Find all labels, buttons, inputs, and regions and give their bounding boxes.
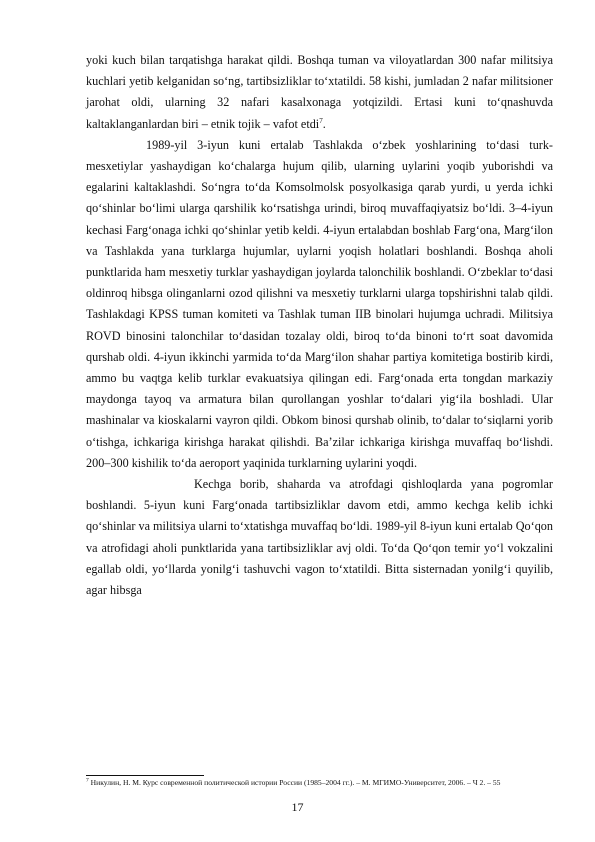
page-number: 17 [291, 800, 304, 814]
paragraph-1-period: . [322, 116, 326, 131]
paragraph-1-text: yoki kuch bilan tarqatishga harakat qildi. Boshqa tuman va viloyatlardan 300 nafar militsiya kuchlari yetib kelganidan so‘ng, tartibsizliklar to‘xtatildi. 58 kishi, jumladan 2 nafar militsioner jarohat oldi, ularning 32 nafari kasalxonaga yotqizildi. Ertasi kuni to‘qnashuvda kaltaklanganlardan biri – etnik tojik – vafot etdi [86, 53, 553, 131]
footnote-text: Никулин, Н. М. Курс современной политической истории России (1985–2004 гг.). – М. МГИМО-Университет, 2006. – Ч 2. – 55 [90, 778, 501, 787]
footnote-marker: 7 [86, 777, 89, 784]
paragraph-3: Kechga borib, shaharda va atrofdagi qishloqlarda yana pogromlar boshlandi. 5-iyun kuni Farg‘onada tartibsizliklar davom etdi, ammo kechga kelib ichki qo‘shinlar va militsiya ularni to‘xtatishga muvaffaq bo‘ldi. 1989-yil 8-iyun kuni ertalab Qo‘qon va atrofidagi aholi punktlarida yana tartibsizliklar avj oldi. To‘da Qo‘qon temir yo‘l vokzalini egallab oldi, yo‘llarda yonilg‘i tashuvchi vagon to‘xtatildi. Bitta sisternadan yonilg‘i quyilib, agar hibsga [86, 477, 553, 598]
paragraph-2: 1989-yil 3-iyun kuni ertalab Tashlakda o‘zbek yoshlarining to‘dasi turk-mesxetiylar yashaydigan ko‘chalarga hujum qilib, ularning uylarini yoqib yuborishdi va egalarini kaltaklashdi. So‘ngra to‘da Komsolmolsk posyolkasiga qarab yurdi, u yerda ichki qo‘shinlar bo‘limi ularga qarshilik ko‘rsatishga urindi, biroq muvaffaqiyatsiz bo‘ldi. 3–4-iyun kechasi Farg‘onaga ichki qo‘shinlar yetib keldi. 4-iyun ertalabdan boshlab Farg‘ona, Marg‘ilon va Tashlakda yana turklarga hujumlar, uylarni yoqish holatlari boshlandi. Boshqa aholi punktlarida ham mesxetiy turklar yashaydigan joylarda talonchilik boshlandi. O‘zbeklar to‘dasi oldinroq hibsga olinganlarni ozod qilishni va mesxetiy turklarni ularga topshirishni talab qildi. Tashlakdagi KPSS tuman komiteti va Tashlak tuman IIB binolari hujumga uchradi. Militsiya ROVD binosini talonchilar to‘dasidan tozalay oldi, biroq to‘da binoni to‘rt soat davomida qurshab oldi. 4-iyun ikkinchi yarmida to‘da Marg‘ilon shahar partiya komitetiga bostirib kirdi, ammo bu vaqtga kelib turklar evakuatsiya qilingan edi. Farg‘onada erta tongdan markaziy maydonga tayoq va armatura bilan qurollangan yoshlar to‘dalari yig‘ila boshladi. Ular mashinalar va kioskalarni vayron qildi. Obkom binosi qurshab olinib, to‘dalar to‘siqlarni yorib o‘tishga, ichkariga kirishga harakat qilishdi. Ba’zilar ichkariga kirishga muvaffaq bo‘lishdi. 200–300 kishilik to‘da aeroport yaqinida turklarning uylarini yoqdi. [86, 137, 553, 470]
footnote [86, 778, 553, 789]
paragraph-1 [86, 50, 553, 135]
footnote-divider [86, 775, 204, 776]
footnote-reference[interactable]: 7 [319, 116, 323, 125]
body-text [86, 50, 553, 601]
